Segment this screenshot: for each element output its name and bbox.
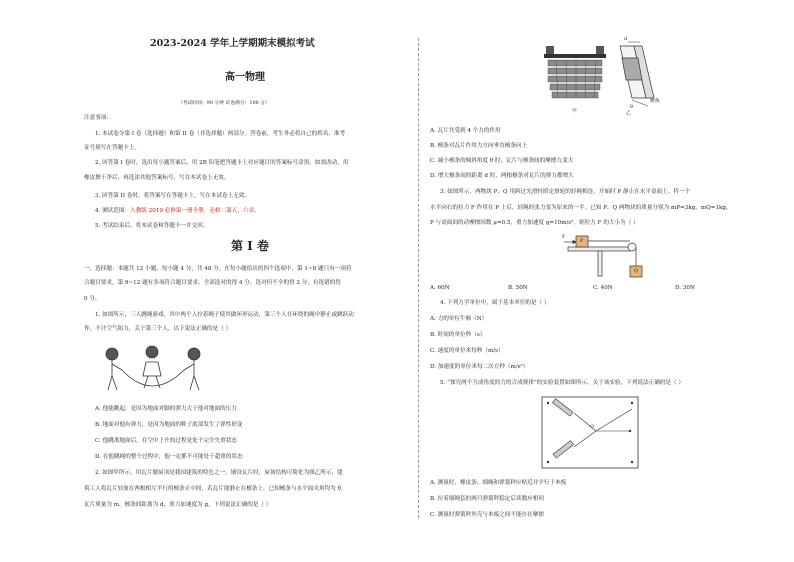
q2-line-3: 瓦片质量为 m，檩条间距离为 d，重力加速度为 g，下列说法正确的是（ ）	[84, 502, 272, 508]
q2-option-d: D. 增大檩条间的距离 d 时，两根檩条对瓦片的弹力都增大	[430, 173, 574, 179]
q2-option-b: B. 檩条对瓦片作用力方向垂直檩条向上	[430, 143, 528, 149]
volume-1-title: 第 I 卷	[231, 239, 269, 253]
exam-info: （考试时间：90 分钟 试卷满分：100 分）	[178, 101, 270, 106]
q3-line-2: 水平向右的拉力 F 作用在 P 上后，轻绳的张力变为原来的一半。已知 P、Q 两物块的质量分别为 mP=3kg、mQ=1kg，	[430, 205, 732, 211]
notes-heading: 注意事项：	[84, 115, 112, 121]
point-o-label: O	[590, 425, 594, 430]
force-board-figure	[540, 395, 640, 470]
q4-option-a: A. 力的单位牛顿（N）	[430, 316, 488, 322]
q1-option-a: A. 他能跳起，是因为地面对脚的弹力大于他对地面的压力	[95, 406, 237, 412]
q4-option-b: B. 时间的单位秒（s）	[430, 332, 486, 338]
q1-line-2: 作，不计空气阻力，关于第三个人，以下说法正确的是（ ）	[84, 326, 232, 332]
q2-line-1: 2. 如图甲所示，用瓦片做屋顶是我国建筑的特色之一。铺设瓦片时，屋顶结构可简化为图乙所示，建	[95, 470, 343, 476]
figure-theta-label: θ	[630, 105, 633, 110]
force-f-label: F	[562, 235, 566, 240]
q1-option-c: C. 他跳离地面后，在空中上升的过程是处于完全失重状态	[95, 438, 237, 444]
section1-line-1: 一、选择题：本题共 12 小题，每小题 4 分，共 48 分。在每小题给出的四个选项中，第 1~8 题只有一项符	[84, 266, 352, 272]
q3-line-1: 3. 如图所示，两物块 P、Q 用跨过光滑轻质定滑轮的轻绳相连，开始时 P 静止在水平桌面上。将一个	[440, 189, 691, 195]
note-line-2: 证号填写在答题卡上。	[84, 145, 140, 151]
note-line-1: 1. 本试卷分第 I 卷（选择题）和第 II 卷（非选择题）两部分。答卷前，考生务必将自己的姓名、准考	[95, 131, 346, 137]
q3-line-3: P 与桌面间的动摩擦因数 μ=0.5，重力加速度 g=10m/s²。则拉力 F 的大小为（ ）	[430, 220, 639, 226]
q2-option-c: C. 减小檩条的倾斜角度 θ 时，瓦片与檩条间的摩擦力变大	[430, 158, 574, 164]
note-line-5: 3. 回答第 II 卷时，将答案写在答题卡上。写在本试卷上无效。	[95, 193, 250, 199]
figure-yi-label: 乙	[626, 111, 631, 116]
section1-line-2: 合题目要求，第 9~12 题有多项符合题目要求。全部选对的得 4 分，选对但不全的得 2 分，有选错的得	[84, 280, 341, 286]
figure-jia-label: 甲	[572, 109, 577, 114]
block-p-label: P	[580, 239, 584, 244]
subject-title: 高一物理	[225, 72, 265, 83]
q5-option-c: C. 测量时弹簧秤外壳与木板之间不能存在摩擦	[430, 512, 544, 518]
q2-option-a: A. 瓦片共受到 4 个力的作用	[430, 128, 501, 134]
q1-line-1: 1. 如图所示，三人跳绳游戏，其中两个人拉着绳子使其做环形运动，第三个人在环绕的绳中静止或跳跃动	[95, 312, 354, 318]
q3-option-a: A. 60N	[430, 285, 450, 291]
figure-purlin-label: 檩条	[650, 99, 660, 104]
note-line-7: 5. 考试结束后，将本试卷和答题卡一并交回。	[95, 223, 209, 229]
block-q-label: Q	[634, 269, 638, 274]
roof-tiles-figure	[540, 42, 610, 107]
q3-option-d: D. 30N	[675, 285, 695, 291]
q4-option-d: D. 加速度的单位米每二次方秒（m/s²）	[430, 364, 529, 370]
q3-option-b: B. 50N	[508, 285, 528, 291]
note-line-6	[95, 208, 260, 215]
q4-line-1: 4. 下列力学单位中，属于基本单位的是（ ）	[440, 300, 550, 306]
note-4-prefix: 4. 测试范围：	[95, 208, 131, 214]
q5-line-1: 5. “探究两个互成角度的力的合成规律”的实验装置如图所示，关于该实验，下列说法正确的是（ ）	[440, 380, 684, 386]
test-scope: 人教版 2019 必修第一册全册，必修二第五、六章。	[130, 208, 260, 214]
q3-option-c: C. 40N	[593, 285, 613, 291]
q1-option-d: D. 在他跳绳的整个过程中，他一定都不可能处于超重的状态	[95, 454, 243, 460]
section1-line-3: 0 分。	[84, 296, 101, 302]
exam-title: 2023-2024 学年上学期期末模拟考试	[150, 38, 315, 49]
column-divider	[418, 38, 419, 518]
q1-option-b: B. 地面对他有弹力，是因为地面的鞋子底部发生了弹性形变	[95, 422, 243, 428]
figure-d-label: d	[624, 37, 628, 42]
note-line-4: 橡皮擦干净后，再选涂其他答案标号。写在本试卷上无效。	[84, 175, 230, 181]
q4-option-c: C. 速度的单位米每秒（m/s）	[430, 348, 504, 354]
q2-line-2: 筑工人将瓦片轻放在两根相互平行的檩条正中间，若瓦片能静止在檩条上。已知檩条与水平面夹角均为 θ，	[84, 486, 347, 492]
q5-option-a: A. 测量时，橡皮条、细绳和弹簧秤应贴近并平行于木板	[430, 480, 567, 486]
note-line-3: 2. 回答第 I 卷时，选出每小题答案后，用 2B 铅笔把答题卡上对应题目的答案标号涂黑。如需改动，用	[95, 160, 349, 166]
q5-option-b: B. 拉着细绳套的两只弹簧秤稳定后读数应相同	[430, 496, 544, 502]
jump-rope-figure	[100, 342, 210, 398]
